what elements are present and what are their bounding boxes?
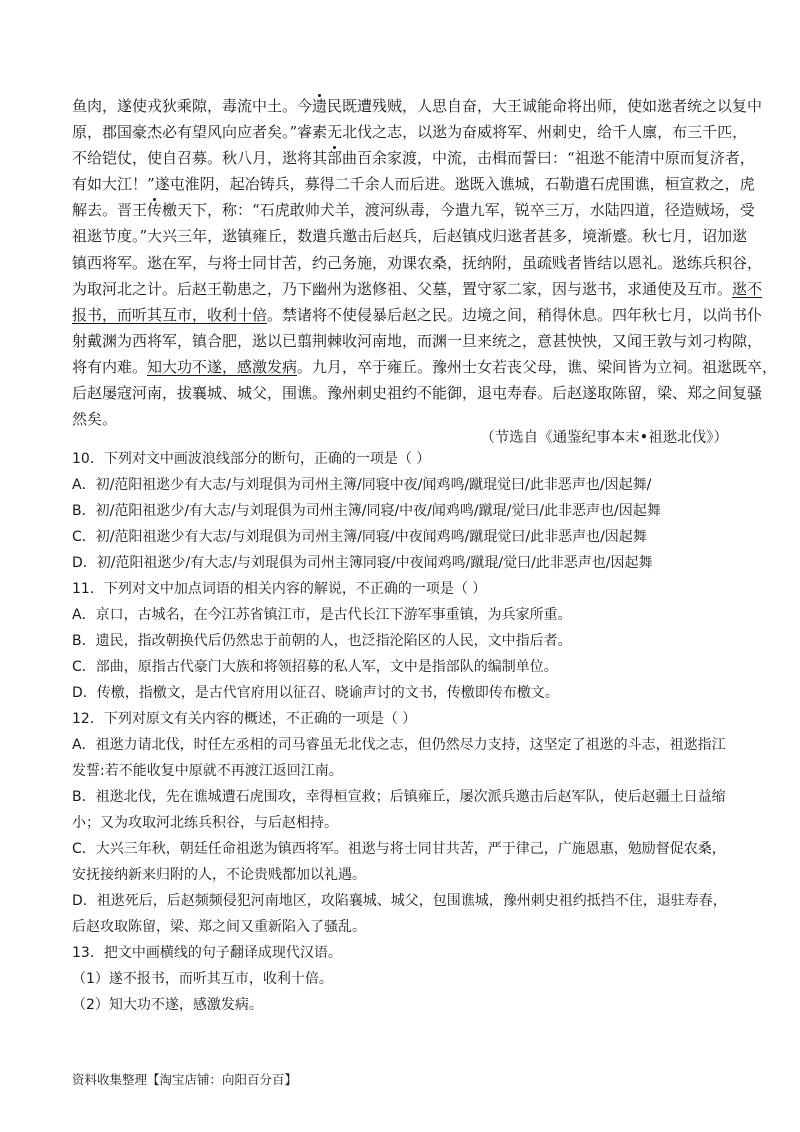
dotted-word-bu: 部 (327, 149, 343, 168)
question-11-stem: 11．下列对文中加点词语的相关内容的解说，不正确的一项是（ ） (72, 581, 487, 597)
question-13-sentence-2: （2）知大功不遂，感激发病。 (72, 997, 263, 1013)
passage-line-7: 镇西将军。逖在军，与将士同甘苦，约己务施，劝课农桑，抚纳附，虽疏贱者皆结以恩礼。逖练兵积谷， (72, 253, 763, 272)
question-11-option-d: D．传檄，指檄文，是古代官府用以征召、晓谕声讨的文书，传檄即传布檄文。 (72, 685, 559, 701)
underlined-sentence-1-end: 报书，而听其互市，收利十倍 (72, 305, 268, 324)
question-13-stem: 13．把文中画横线的句子翻译成现代汉语。 (72, 945, 342, 961)
passage-line-2: 原，郡国豪杰必有望风向应者矣。”睿素无北伐之志，以逖为奋威将军、州刺史，给千人廪，布三千匹， (72, 123, 748, 142)
question-12-option-a: A．祖逖力请北伐，时任左丞相的司马睿虽无北伐之志，但仍然尽力支持，这坚定了祖逖的斗志，祖逖指江发誓:若不能收复中原就不再渡江返回江南。 (72, 737, 726, 779)
passage-line-8: 为取河北之计。后赵王勒患之，乃下幽州为逖修祖、父墓，置守冢二家，因与逖书，求通使及互市。逖不 (72, 279, 763, 298)
classical-passage (72, 93, 778, 432)
question-section (72, 446, 732, 1018)
question-10-option-d: D．初/范阳祖逖少/有大志/与刘琨俱为司州主簿同寝/中夜闻鸡鸣/蹴琨/觉曰/此非恶声也/因起舞 (72, 555, 653, 571)
passage-line-10: 射戴渊为西将军，镇合肥，逖以已翦荆棘收河南地，而渊一旦来统之，意甚怏怏，又闻王敦与刘刁构隙， (72, 331, 763, 350)
dotted-word-yi: 遗 (312, 97, 328, 115)
passage-line-1: 鱼肉，遂使戎狄乘隙，毒流中土。今遗民既遭残贼，人思自奋，大王诚能命将出师，使如逖者统之以复中 (72, 97, 763, 115)
underlined-sentence-1-start: 逖不 (732, 279, 763, 298)
question-11-option-b: B．遗民，指改朝换代后仍然忠于前朝的人，也泛指沦陷区的人民，文中指后者。 (72, 633, 572, 649)
passage-line-4: 有如大江！”遂屯淮阴，起冶铸兵，募得二千余人而后进。逖既入谯城，石勒遣石虎围谯，桓宣救之，虎 (72, 175, 755, 194)
question-10-option-c: C．初/范阳祖逖少有大志/与刘琨俱为司州主簿/同寝/中夜闻鸡鸣/蹴琨觉曰/此非恶声也/因起舞 (72, 529, 647, 545)
passage-line-5: 解去。晋王传檄天下，称：“石虎敢帅犬羊，渡河纵毒，今遣九军，锐卒三万，水陆四道，径造贼场，受 (72, 201, 755, 220)
passage-line-6: 祖逖节度。”大兴三年，逖镇雍丘，数遣兵邀击后赵兵，后赵镇戍归逖者甚多，境渐蹙。秋七月，诏加逖 (72, 227, 748, 246)
question-12-option-b: B．祖逖北伐，先在谯城遭石虎围攻，幸得桓宣救；后镇雍丘，屡次派兵邀击后赵军队，使后赵疆土日益缩小；又为攻取河北练兵积谷，与后赵相持。 (72, 789, 726, 831)
question-12-option-c: C．大兴三年秋，朝廷任命祖逖为镇西将军。祖逖与将士同甘共苦，严于律己，广施恩惠，勉励督促农桑，安抚接纳新来归附的人，不论贵贱都加以礼遇。 (72, 841, 726, 883)
question-12-stem: 12．下列对原文有关内容的概述，不正确的一项是（ ） (72, 711, 417, 727)
passage-line-12: 后赵屡寇河南，拔襄城、城父，围谯。豫州刺史祖约不能御，退屯寿春。后赵遂取陈留，梁、郑之间复骚 (72, 384, 763, 403)
passage-line-13: 然矣。 (72, 410, 118, 429)
passage-line-3: 不给铠仗，使自召募。秋八月，逖将其部曲百余家渡，中流，击楫而誓曰：“祖逖不能清中原而复济者， (72, 149, 755, 168)
dotted-word-chuan: 传 (147, 201, 163, 220)
question-10-option-b: B．初/范阳祖逖少/有大志/与刘琨俱为司州主簿/同寝/中夜/闻鸡鸣/蹴琨/觉曰/此非恶声也/因起舞 (72, 503, 661, 519)
passage-line-9: 报书，而听其互市，收利十倍。禁诸将不使侵暴后赵之民。边境之间，稍得休息。四年秋七月，以尚书仆 (72, 305, 763, 324)
question-12-option-d: D．祖逖死后，后赵频频侵犯河南地区，攻陷襄城、城父，包围谯城，豫州刺史祖约抵挡不住，退驻寿春，后赵攻取陈留，梁、郑之间又重新陷入了骚乱。 (72, 893, 727, 935)
question-11-option-c: C．部曲，原指古代豪门大族和将领招募的私人军，文中是指部队的编制单位。 (72, 659, 558, 675)
underlined-sentence-2: 知大功不遂，感激发病 (147, 357, 298, 376)
question-10-option-a: A．初/范阳祖逖少有大志/与刘琨俱为司州主簿/同寝中夜/闻鸡鸣/蹴琨觉曰/此非恶声也/因起舞/ (72, 477, 652, 493)
question-11-option-a: A．京口，古城名，在今江苏省镇江市，是古代长江下游军事重镇，为兵家所重。 (72, 607, 572, 623)
question-13-sentence-1: （1）遂不报书，而听其互市，收利十倍。 (72, 971, 333, 987)
question-10-stem: 10．下列对文中画波浪线部分的断句，正确的一项是（ ） (72, 451, 431, 467)
page-footer: 资料收集整理【淘宝店铺：向阳百分百】 (72, 1072, 298, 1087)
passage-source: （节选自《通鉴纪事本末•祖逖北伐》） (480, 430, 728, 446)
passage-line-11: 将有内难。知大功不遂，感激发病。九月，卒于雍丘。豫州士女若丧父母，谯、梁间皆为立祠。祖逖既卒， (72, 357, 778, 376)
